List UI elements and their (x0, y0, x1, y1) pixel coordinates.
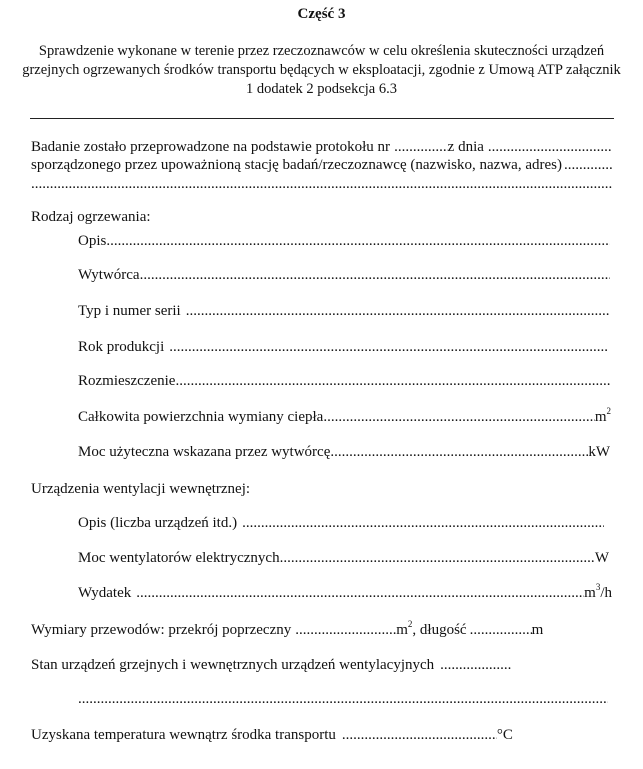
ventilation-description-label: Opis (liczba urządzeń itd.) (78, 515, 238, 531)
placement-field[interactable] (175, 372, 610, 390)
temperature-field[interactable] (342, 726, 497, 744)
heat-exchange-area-field[interactable] (323, 408, 594, 426)
duct-length-field[interactable] (470, 621, 532, 639)
condition-field-2[interactable] (78, 690, 608, 708)
heat-exchange-area-row (78, 408, 611, 426)
fan-power-row (78, 549, 609, 567)
duct-cross-section-unit: $m^2$ (396, 619, 413, 638)
station-field-2[interactable] (31, 175, 613, 193)
heating-description-label: Opis (78, 233, 107, 249)
manufacturer-label: Wytwórca (78, 267, 140, 283)
ducts-row (31, 621, 571, 639)
temperature-row (31, 726, 531, 744)
heating-description-field[interactable] (106, 232, 610, 250)
ventilation-description-field[interactable] (242, 514, 604, 532)
intro-line-1 (31, 138, 611, 156)
section-subtitle: Sprawdzenie wykonane w terenie przez rzeczoznawców w celu określenia skuteczności urządzeń grzejnych ogrzewanych środków transportu będących w eksploatacji, zgodnie z Umową ATP załącznik 1 dodatek 2 podsekcja 6.3 (22, 43, 621, 97)
type-serial-label: Typ i numer serii (78, 303, 181, 319)
airflow-row (78, 584, 612, 602)
heating-heading: Rodzaj ogrzewania: (31, 209, 151, 225)
condition-label: Stan urządzeń grzejnych i wewnętrznych urządzeń wentylacyjnych (31, 657, 435, 673)
airflow-label: Wydatek (78, 585, 132, 601)
production-year-row (78, 338, 608, 356)
heating-description-row (78, 232, 610, 250)
ventilation-description-row (78, 514, 604, 532)
intro-line-2 (31, 156, 613, 174)
manufacturer-field[interactable] (140, 266, 610, 284)
condition-continuation-line (78, 690, 608, 708)
useful-power-unit: kW (588, 444, 610, 460)
section-title: Część 3 (297, 6, 346, 22)
production-year-field[interactable] (169, 338, 608, 356)
intro-station-label: sporządzonego przez upoważnioną stację badań/rzeczoznawcę (nazwisko, nazwa, adres) (31, 157, 562, 173)
ventilation-heading: Urządzenia wentylacji wewnętrznej: (31, 481, 251, 497)
condition-row (31, 656, 531, 674)
protocol-date-field[interactable] (488, 138, 611, 156)
type-serial-row (78, 302, 610, 320)
duct-length-unit: m (531, 622, 544, 638)
airflow-unit: $m^3/h$ (584, 582, 612, 601)
type-serial-field[interactable] (186, 302, 610, 320)
intro-date-label: z dnia (447, 139, 484, 155)
useful-power-row (78, 443, 610, 461)
useful-power-label: Moc użyteczna wskazana przez wytwórcę (78, 444, 331, 460)
fan-power-field[interactable] (280, 549, 595, 567)
fan-power-label: Moc wentylatorów elektrycznych (78, 550, 280, 566)
airflow-field[interactable] (136, 584, 584, 602)
protocol-number-field[interactable] (394, 138, 448, 156)
fan-power-unit: W (594, 550, 609, 566)
useful-power-field[interactable] (330, 443, 588, 461)
divider (30, 118, 614, 119)
condition-field[interactable] (440, 656, 512, 674)
manufacturer-row (78, 266, 610, 284)
production-year-label: Rok produkcji (78, 339, 165, 355)
temperature-label: Uzyskana temperatura wewnątrz środka transportu (31, 727, 336, 743)
placement-row (78, 372, 610, 390)
ducts-length-label: , długość (412, 622, 467, 638)
station-field[interactable] (564, 156, 613, 174)
heat-exchange-area-unit: $m^2$ (594, 406, 611, 425)
heat-exchange-area-label: Całkowita powierzchnia wymiany ciepła (78, 409, 324, 425)
intro-protocol-label: Badanie zostało przeprowadzone na podstawie protokołu nr (31, 139, 391, 155)
ducts-cross-section-label: Wymiary przewodów: przekrój poprzeczny (31, 622, 292, 638)
placement-label: Rozmieszczenie (78, 373, 176, 389)
duct-cross-section-field[interactable] (295, 621, 396, 639)
temperature-unit: °C (496, 727, 513, 743)
station-continuation-line (31, 175, 613, 193)
